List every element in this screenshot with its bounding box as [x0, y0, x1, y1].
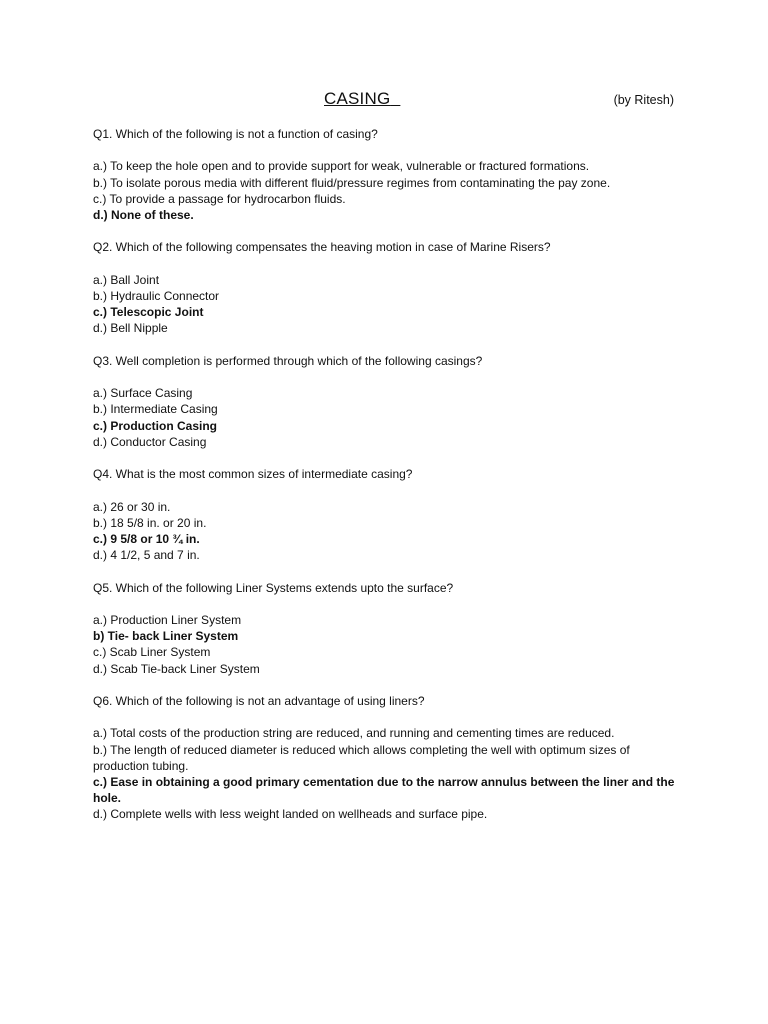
option-a: a.) To keep the hole open and to provide support for weak, vulnerable or fractured formations. [93, 159, 590, 174]
option-d: d.) Scab Tie-back Liner System [93, 661, 260, 676]
option-a: a.) Total costs of the production string are reduced, and running and cementing times are reduced. [93, 726, 615, 741]
option-list [93, 725, 683, 822]
option-b: b.) Intermediate Casing [93, 402, 218, 417]
option-b: b.) Hydraulic Connector [93, 288, 220, 303]
option-c-answer: c.) 9 5/8 or 10 ¾ in. [93, 531, 200, 546]
option-b: b.) The length of reduced diameter is reduced which allows completing the well with optimum sizes of production tubing. [93, 742, 630, 773]
questions-list [93, 126, 683, 839]
document-author: (by Ritesh) [613, 93, 674, 107]
option-a: a.) Production Liner System [93, 612, 242, 627]
option-c-answer: c.) Production Casing [93, 418, 218, 433]
option-list [93, 158, 683, 223]
question-block [93, 353, 683, 450]
question-text: Q5. Which of the following Liner Systems extends upto the surface? [93, 580, 454, 595]
question-block [93, 693, 683, 823]
question-block [93, 126, 683, 223]
option-b: b.) 18 5/8 in. or 20 in. [93, 515, 207, 530]
option-c-answer: c.) Telescopic Joint [93, 305, 204, 320]
question-block [93, 466, 683, 563]
option-d: d.) 4 1/2, 5 and 7 in. [93, 548, 200, 563]
option-a: a.) Ball Joint [93, 272, 160, 287]
option-d: d.) Complete wells with less weight landed on wellheads and surface pipe. [93, 807, 488, 822]
option-b-answer: b) Tie- back Liner System [93, 629, 239, 644]
option-a: a.) 26 or 30 in. [93, 499, 171, 514]
question-block [93, 580, 683, 677]
option-c-answer: c.) Ease in obtaining a good primary cementation due to the narrow annulus between the liner and the hole. [93, 774, 675, 806]
option-c: c.) To provide a passage for hydrocarbon fluids. [93, 191, 346, 206]
option-d: d.) Bell Nipple [93, 321, 168, 336]
question-text: Q4. What is the most common sizes of intermediate casing? [93, 467, 413, 482]
option-d: d.) Conductor Casing [93, 434, 207, 449]
option-list [93, 499, 683, 564]
option-b: b.) To isolate porous media with different fluid/pressure regimes from contaminating the pay zone. [93, 175, 611, 190]
question-text: Q6. Which of the following is not an advantage of using liners? [93, 693, 425, 708]
document-header [0, 89, 768, 113]
question-text: Q3. Well completion is performed through which of the following casings? [93, 353, 483, 368]
option-list [93, 612, 683, 677]
question-text: Q1. Which of the following is not a function of casing? [93, 127, 378, 141]
option-list [93, 272, 683, 337]
option-c: c.) Scab Liner System [93, 645, 211, 660]
question-block [93, 239, 683, 336]
option-a: a.) Surface Casing [93, 386, 193, 401]
option-d-answer: d.) None of these. [93, 208, 194, 222]
question-text: Q2. Which of the following compensates the heaving motion in case of Marine Risers? [93, 240, 551, 255]
document-title: CASING [324, 89, 391, 108]
option-list [93, 385, 683, 450]
